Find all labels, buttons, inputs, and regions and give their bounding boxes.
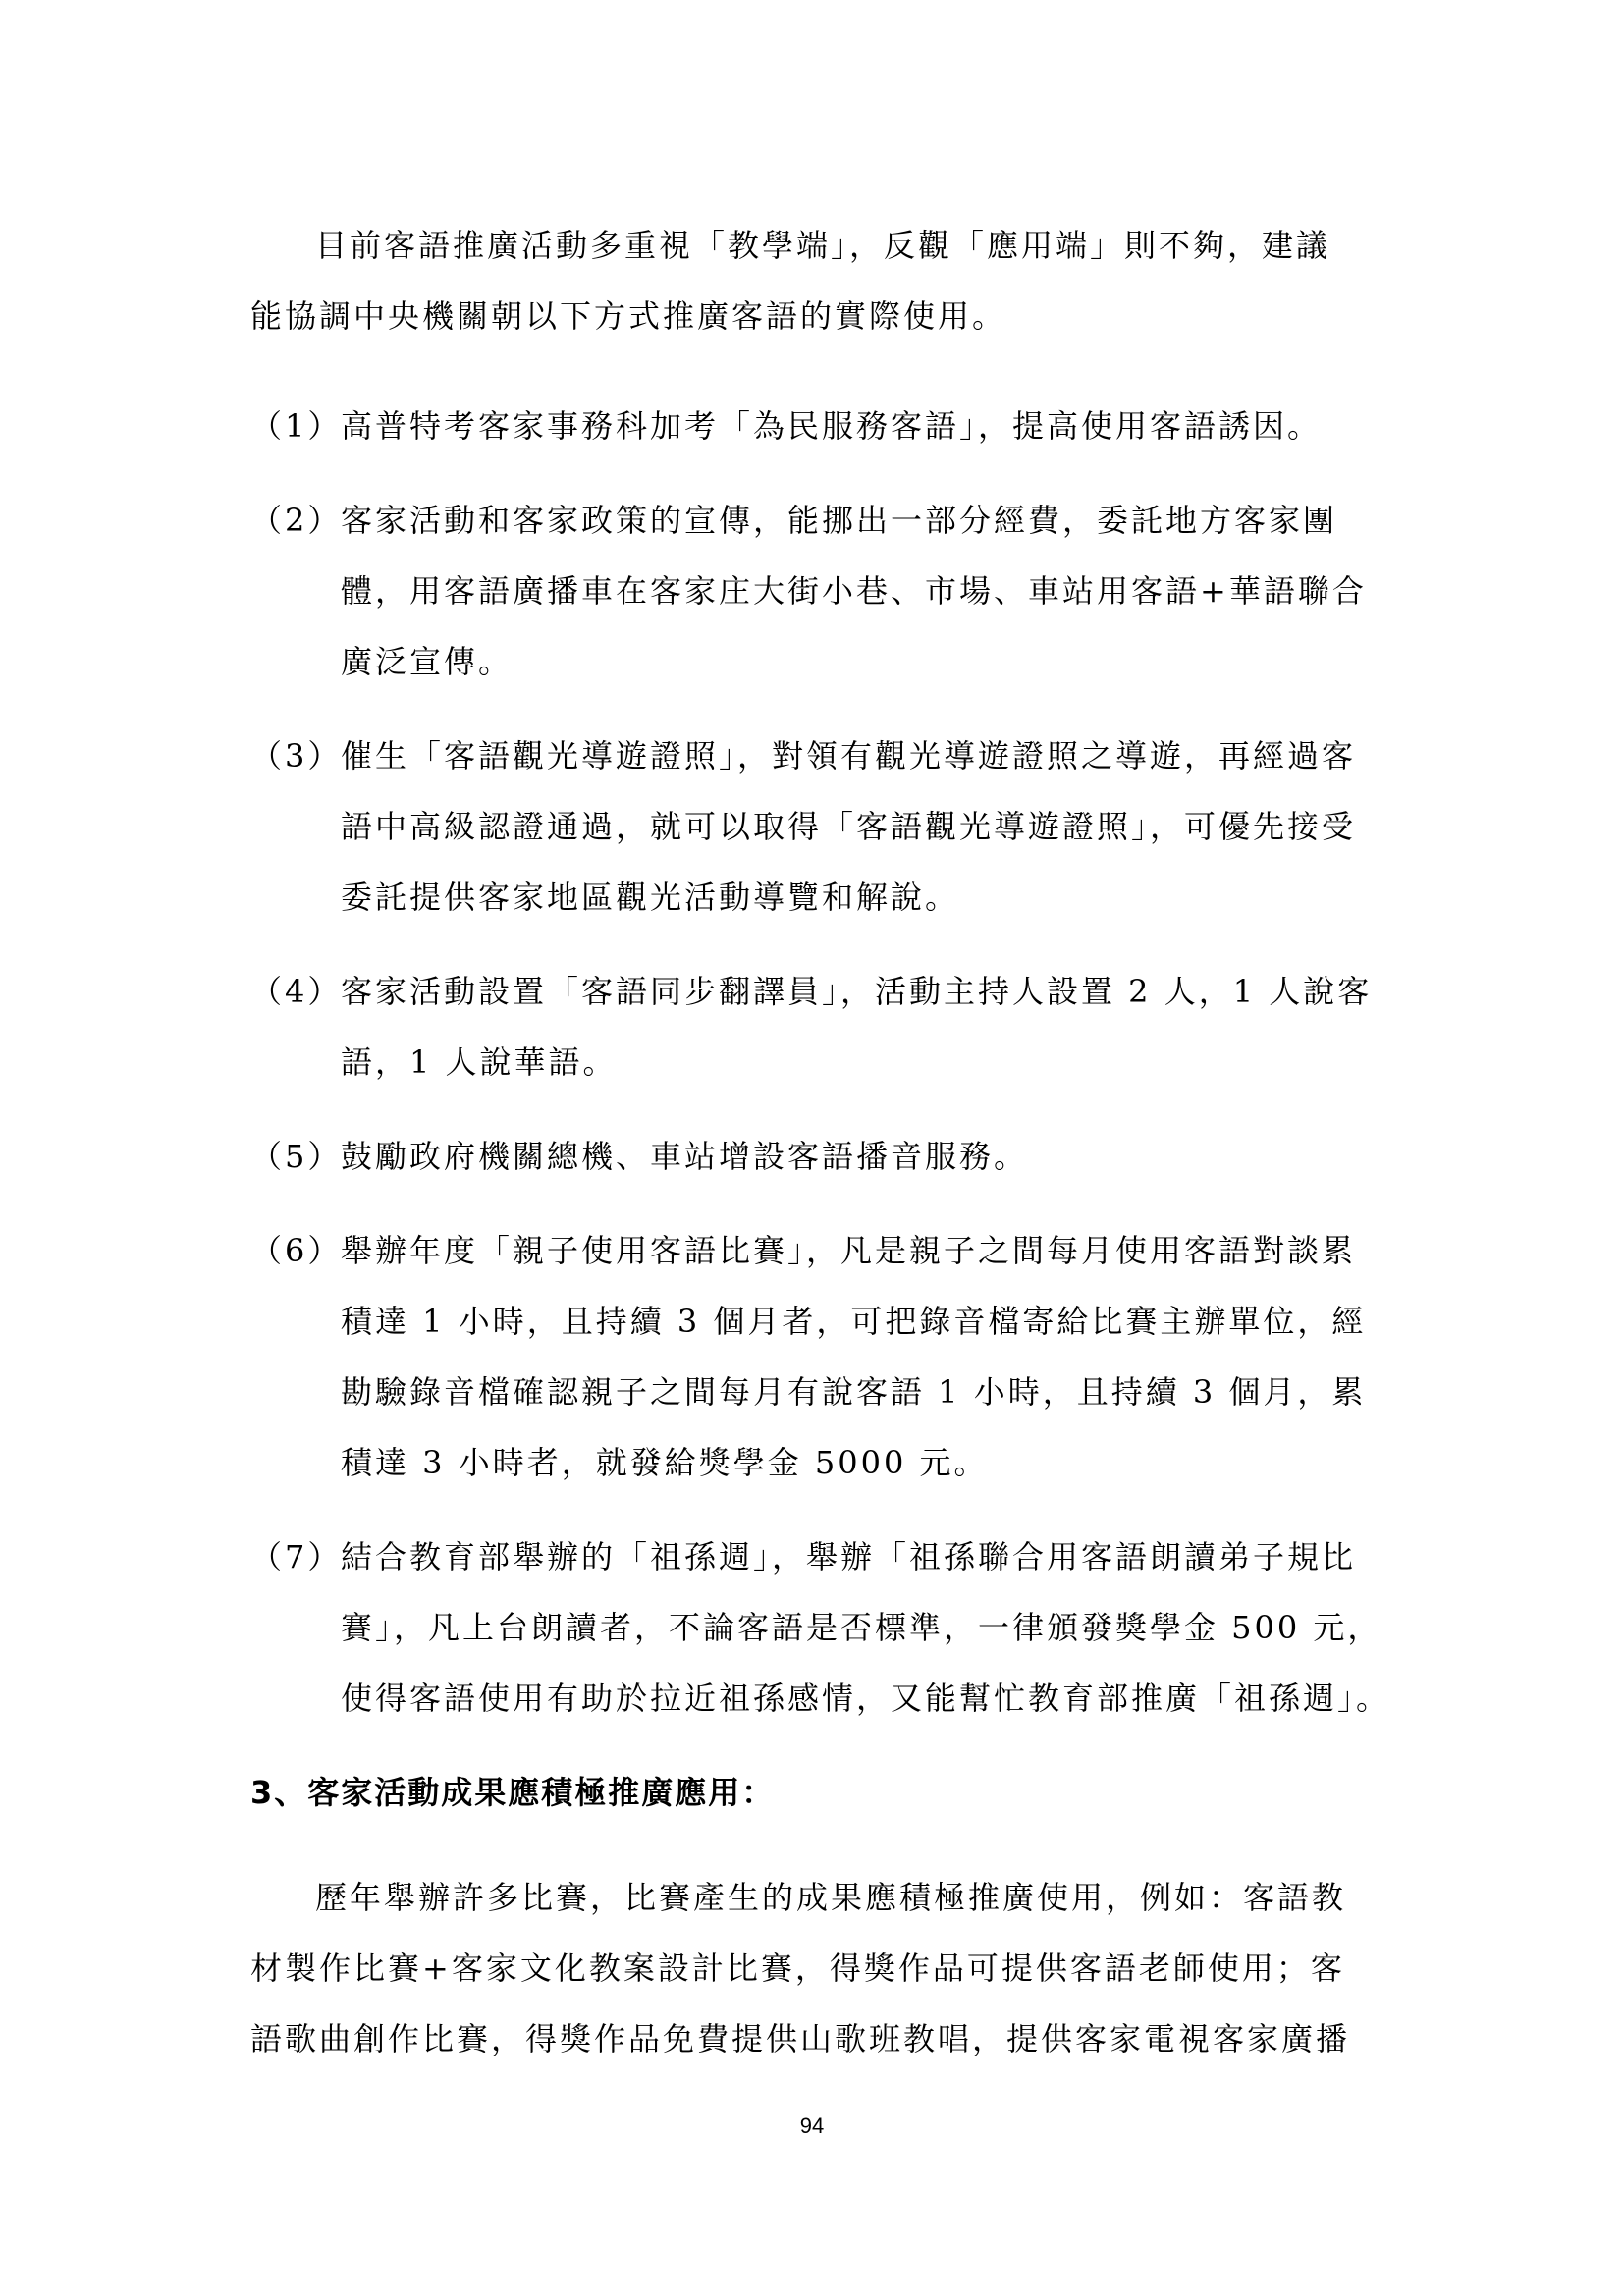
list-item-number: （3） bbox=[250, 737, 343, 774]
intro-line: 目前客語推廣活動多重視「教學端」，反觀「應用端」則不夠，建議 bbox=[315, 227, 1331, 264]
list-item bbox=[250, 391, 1389, 461]
intro-paragraph bbox=[250, 210, 1389, 351]
list-item-number: （1） bbox=[250, 407, 343, 445]
list-item-number: （2） bbox=[250, 502, 343, 539]
list-item-line: 鼓勵政府機關總機、車站增設客語播音服務。 bbox=[341, 1138, 1029, 1175]
list-item-body bbox=[341, 1522, 1389, 1734]
intro-line: 能協調中央機關朝以下方式推廣客語的實際使用。 bbox=[250, 297, 1007, 335]
list-item-body bbox=[341, 956, 1389, 1097]
list-item-line: 積達 3 小時者，就發給獎學金 5000 元。 bbox=[341, 1444, 989, 1481]
list-item-body bbox=[341, 721, 1389, 933]
section-heading: 3、客家活動成果應積極推廣應用： bbox=[250, 1774, 776, 1811]
list-item-line: 賽」，凡上台朗讀者，不論客語是否標準，一律頒發獎學金 500 元， bbox=[341, 1609, 1382, 1646]
list-item-line: 使得客語使用有助於拉近祖孫感情，又能幫忙教育部推廣「祖孫週」。 bbox=[341, 1680, 1391, 1717]
closing-line: 歷年舉辦許多比賽，比賽產生的成果應積極推廣使用，例如：客語教 bbox=[315, 1879, 1347, 1916]
list-item bbox=[250, 721, 1389, 933]
list-item-line: 催生「客語觀光導遊證照」，對領有觀光導遊證照之導遊，再經過客 bbox=[341, 737, 1357, 774]
list-item-body bbox=[341, 391, 1389, 461]
list-item-line: 舉辦年度「親子使用客語比賽」，凡是親子之間每月使用客語對談累 bbox=[341, 1232, 1357, 1269]
list-item bbox=[250, 485, 1389, 697]
list-item bbox=[250, 1121, 1389, 1192]
list-item-line: 語中高級認證通過，就可以取得「客語觀光導遊證照」，可優先接受 bbox=[341, 808, 1357, 845]
list-item-line: 語，1 人說華語。 bbox=[341, 1043, 618, 1081]
list-item-line: 高普特考客家事務科加考「為民服務客語」，提高使用客語誘因。 bbox=[341, 407, 1323, 445]
list-item-line: 體，用客語廣播車在客家庄大街小巷、市場、車站用客語+華語聯合 bbox=[341, 572, 1367, 610]
list-item-line: 客家活動設置「客語同步翻譯員」，活動主持人設置 2 人，1 人說客 bbox=[341, 973, 1373, 1010]
list-item bbox=[250, 1215, 1389, 1498]
list-item-body bbox=[341, 485, 1389, 697]
closing-line: 材製作比賽+客家文化教案設計比賽，得獎作品可提供客語老師使用；客 bbox=[250, 1949, 1345, 1987]
list-item-line: 委託提供客家地區觀光活動導覽和解說。 bbox=[341, 879, 960, 916]
list-item-number: （6） bbox=[250, 1232, 343, 1269]
list-item-line: 積達 1 小時，且持續 3 個月者，可把錄音檔寄給比賽主辦單位，經 bbox=[341, 1303, 1367, 1340]
closing-paragraph bbox=[250, 1862, 1389, 2074]
list-item-line: 結合教育部舉辦的「祖孫週」，舉辦「祖孫聯合用客語朗讀弟子規比 bbox=[341, 1538, 1357, 1575]
list-item-number: （7） bbox=[250, 1538, 343, 1575]
list-item-number: （4） bbox=[250, 973, 343, 1010]
list-item-line: 勘驗錄音檔確認親子之間每月有說客語 1 小時，且持續 3 個月，累 bbox=[341, 1373, 1367, 1411]
list-item-body bbox=[341, 1121, 1389, 1192]
list-item-line: 廣泛宣傳。 bbox=[341, 643, 514, 680]
list-item bbox=[250, 956, 1389, 1097]
list-item-line: 客家活動和客家政策的宣傳，能挪出一部分經費，委託地方客家團 bbox=[341, 502, 1338, 539]
list-item-number: （5） bbox=[250, 1138, 343, 1175]
closing-line: 語歌曲創作比賽，得獎作品免費提供山歌班教唱，提供客家電視客家廣播 bbox=[250, 2020, 1351, 2057]
list-item bbox=[250, 1522, 1389, 1734]
page-number: 94 bbox=[799, 2113, 825, 2138]
list-item-body bbox=[341, 1215, 1389, 1498]
